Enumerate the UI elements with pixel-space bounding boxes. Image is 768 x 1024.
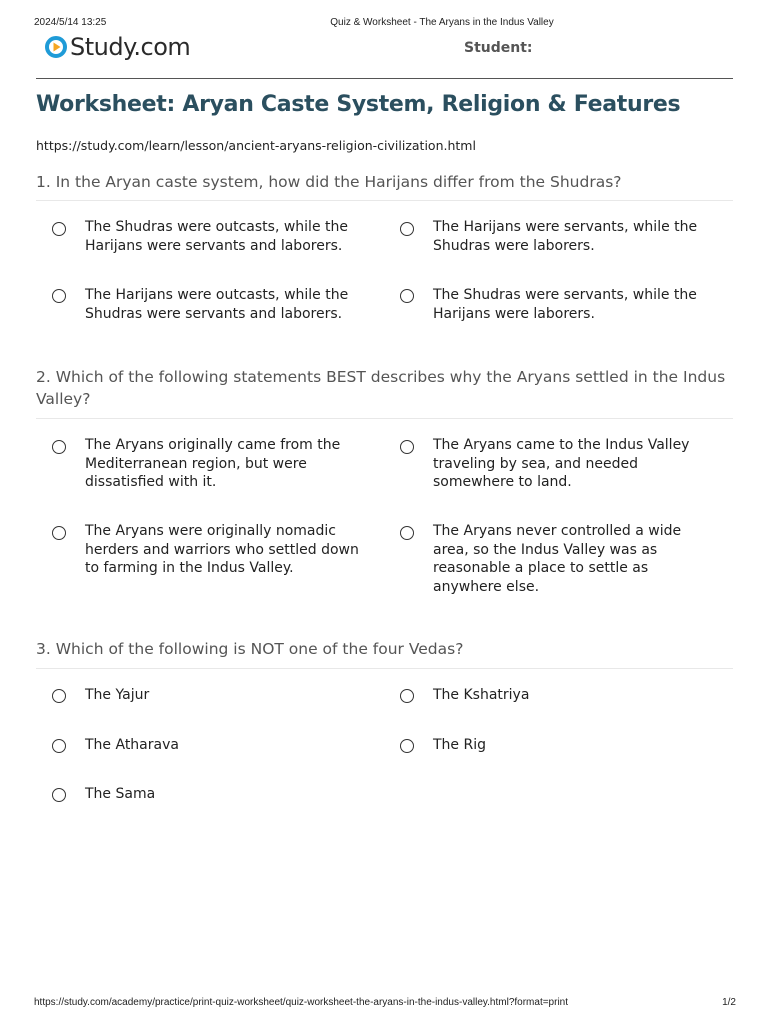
radio-button[interactable] [52,739,66,753]
question-3-divider [36,668,733,669]
radio-button[interactable] [400,526,414,540]
print-footer-url: https://study.com/academy/practice/print-quiz-worksheet/quiz-worksheet-the-aryans-in-the-indus-valley.html?format=print [34,997,569,1008]
radio-button[interactable] [400,689,414,703]
header-divider [36,78,733,79]
radio-button[interactable] [52,440,66,454]
option-text: The Aryans originally came from the Mediterranean region, but were dissatisfied with it. [85,437,341,490]
question-3: 3. Which of the following is NOT one of the four Vedas? [36,640,464,658]
page-number: 1/2 [722,997,736,1008]
question-1: 1. In the Aryan caste system, how did the Harijans differ from the Shudras? [36,173,622,191]
option-text: The Rig [433,737,486,753]
radio-button[interactable] [52,526,66,540]
option-text: The Atharava [85,737,179,753]
print-datetime: 2024/5/14 13:25 [34,17,107,28]
radio-button[interactable] [400,289,414,303]
radio-button[interactable] [52,222,66,236]
lesson-url[interactable]: https://study.com/learn/lesson/ancient-aryans-religion-civilization.html [36,138,476,153]
option-text: The Yajur [85,687,150,703]
option-text: The Sama [85,786,156,802]
option-text: The Kshatriya [433,687,530,703]
option-text: The Aryans never controlled a wide area, so the Indus Valley was as reasonable a place to settle as anywhere else. [433,523,682,595]
radio-button[interactable] [52,689,66,703]
print-footer [0,997,768,1011]
radio-button[interactable] [400,739,414,753]
option-text: The Aryans came to the Indus Valley traveling by sea, and needed somewhere to land. [433,437,690,490]
study-logo[interactable] [44,32,190,62]
radio-button[interactable] [52,289,66,303]
question-2: 2. Which of the following statements BEST describes why the Aryans settled in the Indus Valley? [36,368,726,408]
play-ring-icon [44,35,68,59]
option-text: The Harijans were servants, while the Shudras were laborers. [433,219,698,254]
student-label: Student: [464,40,533,56]
option-text: The Shudras were servants, while the Harijans were laborers. [433,287,697,322]
question-1-divider [36,200,733,201]
radio-button[interactable] [400,440,414,454]
option-text: The Shudras were outcasts, while the Harijans were servants and laborers. [85,219,348,254]
option-text: The Harijans were outcasts, while the Shudras were servants and laborers. [85,287,349,322]
radio-button[interactable] [400,222,414,236]
option-text: The Aryans were originally nomadic herders and warriors who settled down to farming in the Indus Valley. [85,523,359,576]
question-2-divider [36,418,733,419]
worksheet-title: Worksheet: Aryan Caste System, Religion & Features [36,92,681,117]
radio-button[interactable] [52,788,66,802]
print-header [0,17,768,31]
logo-text: Study.com [70,33,191,61]
print-doc-title: Quiz & Worksheet - The Aryans in the Indus Valley [330,17,554,28]
